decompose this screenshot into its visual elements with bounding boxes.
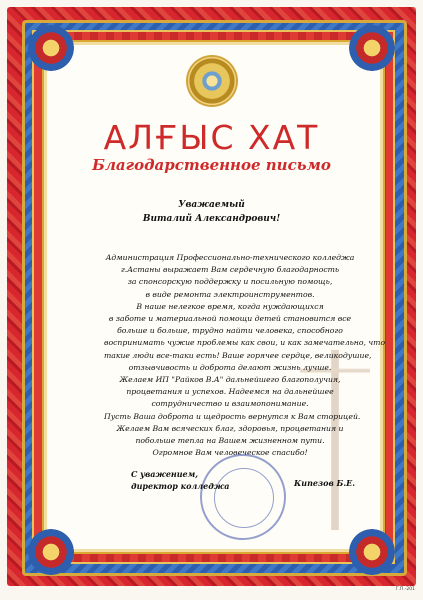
body-line: Огромное Вам человеческое спасибо! — [152, 448, 308, 458]
corner-ornament-icon — [349, 529, 395, 575]
body-line: такие люди все-таки есть! Ваше горячее сердце, великодушие, — [104, 350, 372, 360]
official-stamp — [200, 454, 286, 540]
body-line: Пусть Ваша доброта и щедрость вернутся к Вам сторицей. — [104, 411, 361, 421]
corner-ornament-icon — [28, 529, 74, 575]
body-line: г.Астаны выражает Вам сердечную благодарность — [120, 265, 340, 275]
body-line: воспринимать чужие проблемы как свои, и как замечательно, что — [104, 338, 386, 348]
letter-body — [104, 252, 386, 459]
body-line: сотрудничество и взаимопонимание. — [151, 399, 309, 409]
body-line: в заботе и материальной помощи детей становится все — [108, 314, 352, 324]
body-line: отзывчивость и доброта делают жизнь лучше. — [128, 362, 332, 372]
body-line: Желаем ИП "Райков В.А" дальнейшего благополучия, — [119, 375, 341, 385]
body-line: побольше тепла на Вашем жизненном пути. — [135, 436, 325, 446]
body-line: за спонсорскую поддержку и посильную помощь, — [127, 277, 333, 287]
signoff-line: С уважением, — [131, 469, 199, 479]
form-code: Г.П.-201 — [395, 587, 415, 592]
body-line: В наше нелегкое время, когда нуждающихся — [136, 301, 324, 311]
body-line: Желаем Вам всяческих благ, здоровья, процветания и — [116, 423, 344, 433]
body-line: больше и больше, трудно найти человека, способного — [117, 326, 343, 336]
signoff-block — [131, 468, 229, 492]
signatory-name: Кипезов Б.Е. — [294, 478, 355, 488]
state-emblem-icon — [188, 57, 236, 105]
body-line: Администрация Профессионально-технического колледжа — [105, 253, 355, 262]
signer-title: директор колледжа — [131, 481, 230, 491]
recipient-name: Виталий Александрович! — [142, 214, 281, 224]
body-line: в виде ремонта электроинструментов. — [145, 289, 315, 299]
letter-subtitle: Благодарственное письмо — [92, 156, 331, 174]
body-line: процветания и успехов. Надеемся на дальнейшее — [126, 387, 334, 397]
greeting-line: Уважаемый — [178, 200, 245, 210]
corner-ornament-icon — [28, 25, 74, 71]
corner-ornament-icon — [349, 25, 395, 71]
greeting — [0, 198, 423, 226]
letter-title: АЛҒЫС ХАТ — [103, 118, 320, 157]
